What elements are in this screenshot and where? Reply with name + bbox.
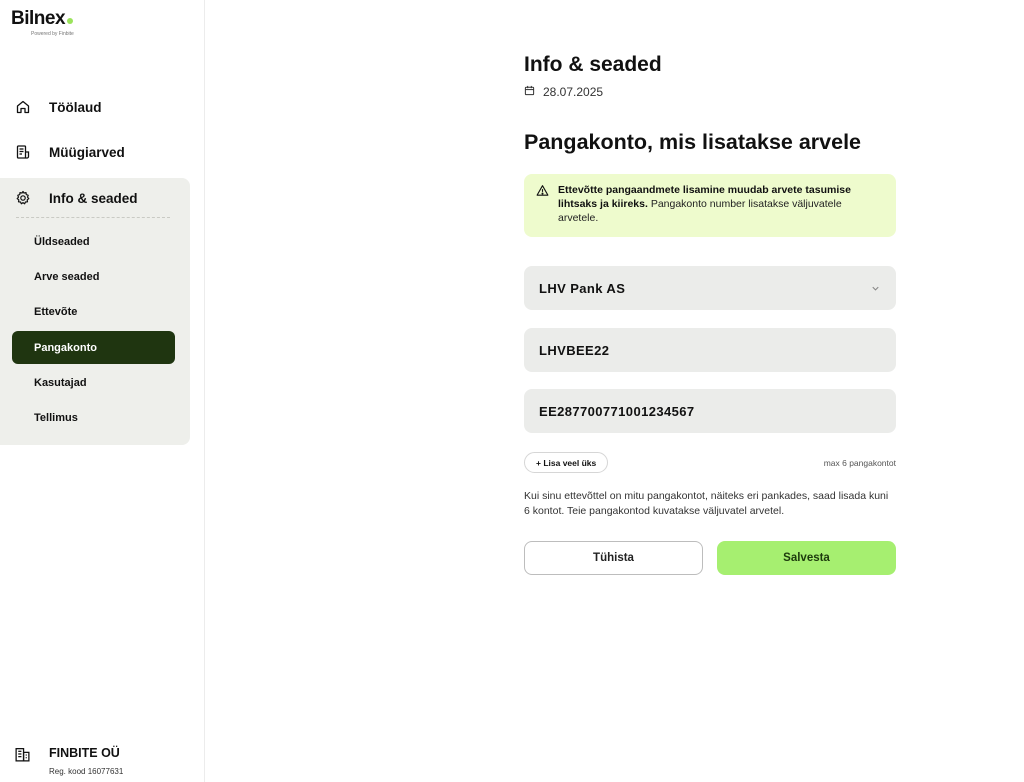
- iban-field-value: EE287700771001234567: [539, 403, 695, 419]
- settings-group: [0, 178, 190, 445]
- alert-text-bold: Ettevõtte pangaandmete lisamine muudab arvete tasumise lihtsaks ja kiireks.: [558, 184, 851, 210]
- alert-text-rest: Pangakonto number lisatakse väljuvatele arvetele.: [558, 198, 842, 224]
- building-icon: [14, 746, 32, 764]
- nav-item-label: Töölaud: [49, 99, 102, 115]
- subnav-item-kasutajad[interactable]: Kasutajad: [34, 376, 87, 389]
- logo-tagline: Powered by Finbite: [31, 31, 74, 37]
- page-title: Info & seaded: [524, 53, 662, 76]
- warning-icon: [536, 184, 549, 202]
- section-title: Pangakonto, mis lisatakse arvele: [524, 130, 861, 154]
- date-row: [524, 85, 603, 99]
- nav-item-info-seaded[interactable]: [0, 180, 190, 216]
- info-alert: [524, 174, 896, 237]
- bic-field[interactable]: [524, 328, 896, 372]
- alert-text: [558, 183, 878, 225]
- save-button[interactable]: Salvesta: [717, 541, 896, 575]
- add-bank-account-button[interactable]: + Lisa veel üks: [524, 452, 608, 473]
- company-reg-code: Reg. kood 16077631: [49, 767, 124, 776]
- sidebar: [0, 0, 205, 782]
- subnav-item-tellimus[interactable]: Tellimus: [34, 411, 78, 424]
- nav-item-label: Info & seaded: [49, 190, 138, 206]
- page-date: 28.07.2025: [543, 85, 604, 99]
- logo-dot: [67, 18, 73, 24]
- nav-item-label: Müügiarved: [49, 144, 125, 160]
- subnav-item-uldseaded[interactable]: Üldseaded: [34, 235, 90, 248]
- invoice-icon: [14, 143, 32, 161]
- gear-icon: [14, 189, 32, 207]
- logo[interactable]: [11, 8, 74, 37]
- iban-field[interactable]: [524, 389, 896, 433]
- home-icon: [14, 98, 32, 116]
- bic-field-value: LHVBEE22: [539, 342, 610, 358]
- cancel-button[interactable]: Tühista: [524, 541, 703, 575]
- calendar-icon: [524, 85, 543, 99]
- subnav-item-pangakonto[interactable]: Pangakonto: [12, 331, 175, 364]
- logo-wordmark: Bilnex: [11, 8, 66, 29]
- nav-item-toolaud[interactable]: [0, 89, 190, 125]
- subnav-item-arve-seaded[interactable]: Arve seaded: [34, 270, 100, 283]
- bank-select[interactable]: [524, 266, 896, 310]
- company-name: FINBITE OÜ: [49, 746, 120, 760]
- max-accounts-note: max 6 pangakontot: [823, 458, 896, 468]
- chevron-down-icon: [870, 282, 881, 297]
- subnav-item-ettevote[interactable]: Ettevõte: [34, 305, 78, 318]
- help-text: Kui sinu ettevõttel on mitu pangakontot, näiteks eri pankades, saad lisada kuni 6 kontot. Teie pangakontod kuvatakse väljuvatel arvetel.: [524, 490, 889, 517]
- divider: [16, 217, 170, 218]
- bank-select-value: LHV Pank AS: [539, 280, 626, 296]
- nav-item-muugiarved[interactable]: [0, 134, 190, 170]
